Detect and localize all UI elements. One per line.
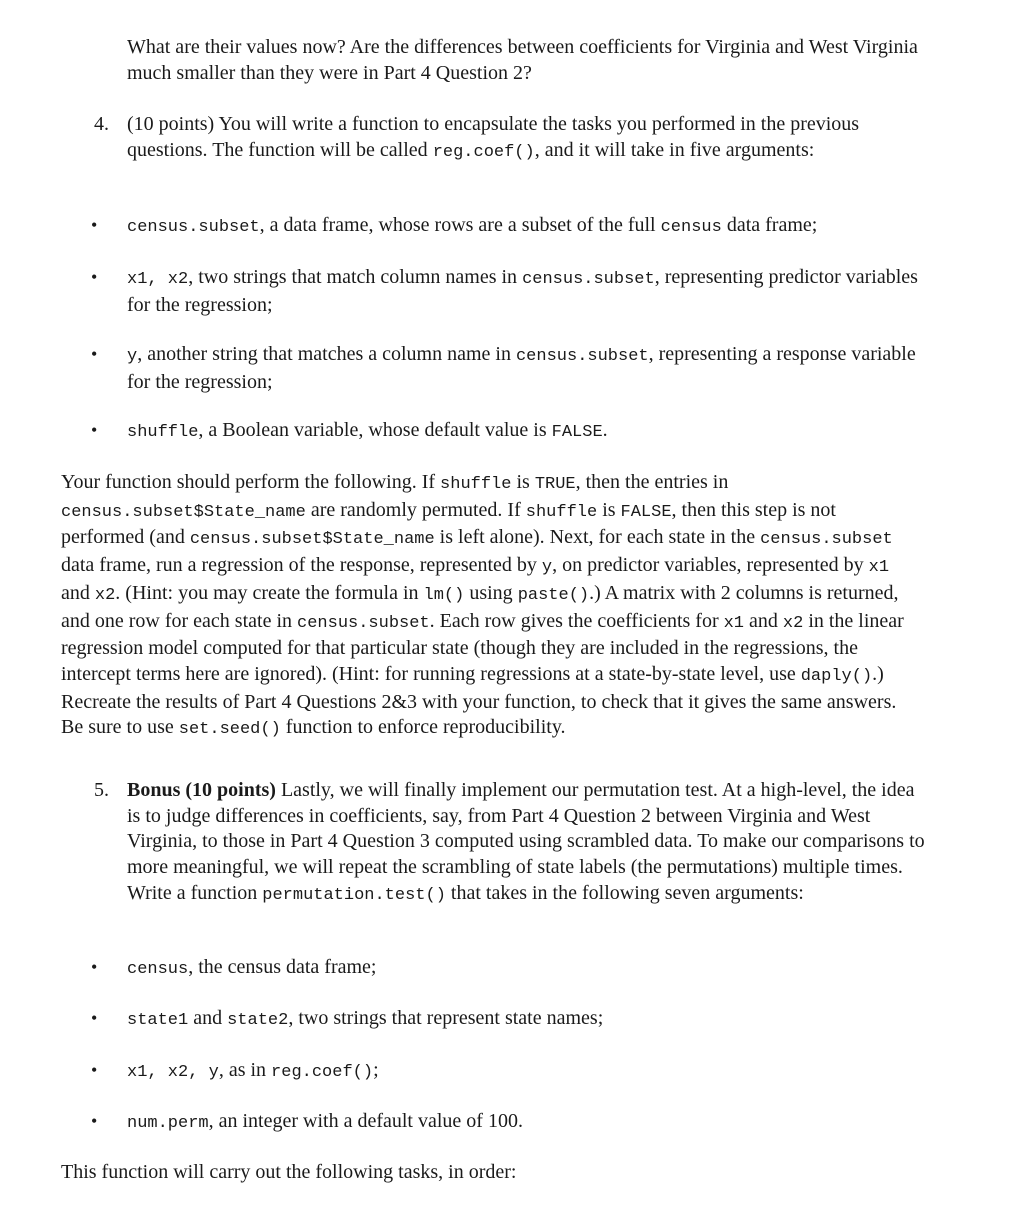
item-number-5: 5. xyxy=(94,779,109,801)
arg-y: y, another string that matches a column name in census.subset, representing a response variable for the regression; xyxy=(127,343,916,393)
closing-paragraph: This function will carry out the following tasks, in order: xyxy=(61,1161,517,1183)
item-4-paragraph: (10 points) You will write a function to encapsulate the tasks you performed in the previous questions. The function will be called reg.coef(), and it will take in five arguments: xyxy=(127,113,860,162)
bullet-icon: • xyxy=(91,420,98,440)
arg-num-perm: num.perm, an integer with a default value of 100. xyxy=(127,1110,523,1133)
arg-x1-x2: x1, x2, two strings that match column names in census.subset, representing predictor variables for the regression; xyxy=(127,266,918,316)
arg-census-subset: census.subset, a data frame, whose rows are a subset of the full census data frame; xyxy=(127,214,818,237)
arg-x1-x2-y: x1, x2, y, as in reg.coef(); xyxy=(127,1059,379,1082)
bullet-icon: • xyxy=(91,957,98,977)
intro-paragraph: What are their values now? Are the differences between coefficients for Virginia and West Virginia much smaller than they were in Part 4 Question 2? xyxy=(127,36,918,84)
bullet-icon: • xyxy=(91,215,98,235)
bullet-icon: • xyxy=(91,1111,98,1131)
bullet-icon: • xyxy=(91,1060,98,1080)
code-reg-coef: reg.coef() xyxy=(432,142,535,162)
arg-census: census, the census data frame; xyxy=(127,956,377,979)
item-5-paragraph: Bonus (10 points) Lastly, we will finally implement our permutation test. At a high-level, the idea is to judge differences in coefficients, say, from Part 4 Question 2 between Virginia and West Virginia, to those in Part 4 Question 3 computed using scrambled data. To make our comparisons to more meaningful, we will repeat the scrambling of state labels (the permutations) multiple times. Write a function permutation.test() that takes in the following seven arguments: xyxy=(127,779,925,905)
function-description-paragraph: Your function should perform the following. If shuffle is TRUE, then the entries in census.subset$State_name are randomly permuted. If shuffle is FALSE, then this step is not performed (and census.subset$State_name is left alone). Next, for each state in the census.subset data frame, run a regression of the response, represented by y, on predictor variables, represented by x1 and x2. (Hint: you may create the formula in lm() using paste().) A matrix with 2 columns is returned, and one row for each state in census.subset. Each row gives the coefficients for x1 and x2 in the linear regression model computed for that particular state (though they are included in the regressions, the intercept terms here are ignored). (Hint: for running regressions at a state-by-state level, use daply().) Recreate the results of Part 4 Questions 2&3 with your function, to check that it gives the same answers. Be sure to use set.seed() function to enforce reproducibility. xyxy=(61,471,904,740)
arg-shuffle: shuffle, a Boolean variable, whose default value is FALSE. xyxy=(127,419,608,442)
bullet-icon: • xyxy=(91,344,98,364)
bullet-icon: • xyxy=(91,267,98,287)
arg-state1-state2: state1 and state2, two strings that represent state names; xyxy=(127,1007,604,1030)
item-number-4: 4. xyxy=(94,113,109,135)
code-permutation-test: permutation.test() xyxy=(262,885,446,905)
bullet-icon: • xyxy=(91,1008,98,1028)
